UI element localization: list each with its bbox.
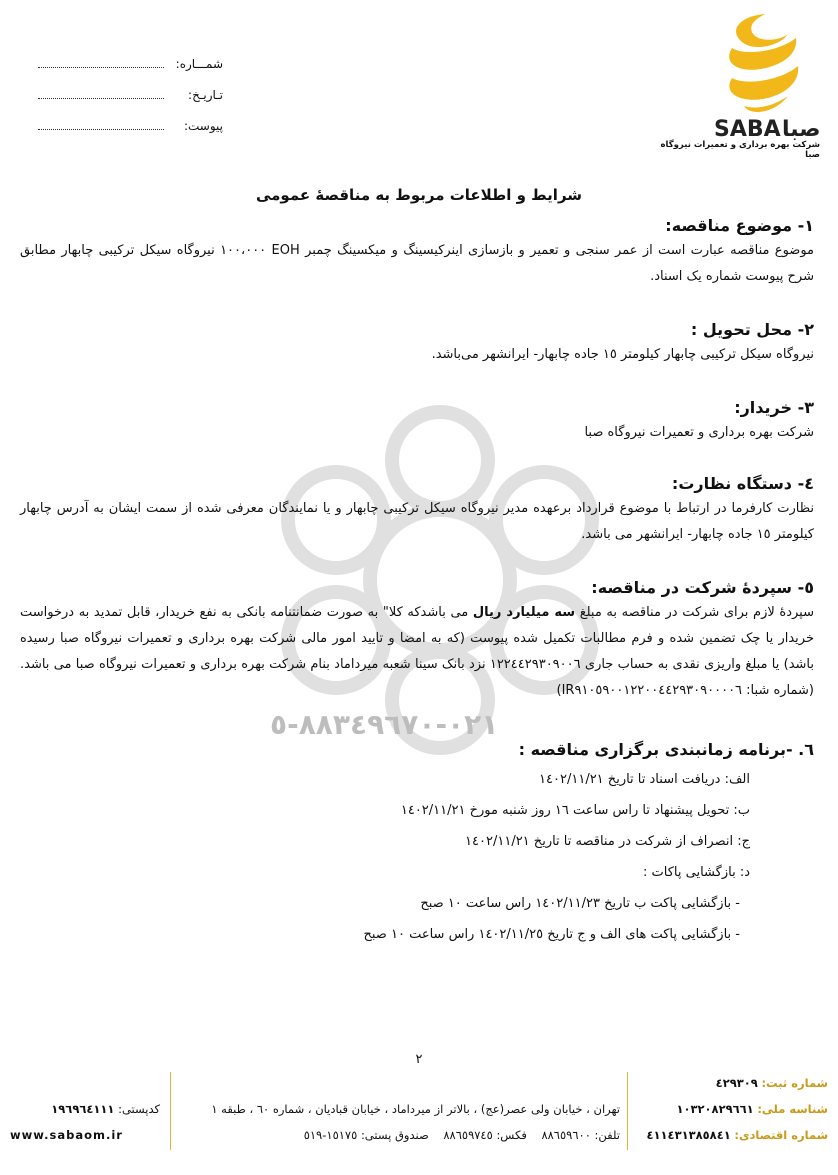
logo-persian-text: صبا xyxy=(782,117,820,142)
fax-label: فکس: xyxy=(496,1128,527,1142)
section-buyer-heading: ٣- خریدار: xyxy=(734,398,814,417)
section-deposit-body xyxy=(20,600,814,704)
footer-contact xyxy=(304,1128,620,1142)
pobox-label: صندوق پستی: xyxy=(360,1128,429,1142)
reg-label: شماره ثبت: xyxy=(761,1076,828,1090)
fax-value: ٨٨٦٥٩٧٤٥ xyxy=(443,1128,493,1142)
section-buyer-body: شرکت بهره برداری و تعمیرات نیروگاه صبا xyxy=(584,425,814,440)
phone-label: تلفن: xyxy=(594,1128,620,1142)
economic-label: شماره اقتصادی: xyxy=(734,1128,828,1142)
postal-label: کدپستی: xyxy=(118,1102,160,1116)
footer-registration xyxy=(716,1076,828,1090)
footer-divider xyxy=(170,1072,171,1150)
document-title: شرایط و اطلاعات مربوط به مناقصهٔ عمومی xyxy=(255,186,583,204)
deposit-amount: سه میلیارد ریال xyxy=(472,605,576,620)
page-number: ٢ xyxy=(415,1052,423,1067)
footer-postal-code xyxy=(10,1102,160,1116)
date-dotted-line xyxy=(38,98,164,99)
number-field xyxy=(38,57,223,75)
logo-subtitle: شرکت بهره برداری و تعمیرات نیروگاه صبا xyxy=(660,140,820,160)
national-label: شناسه ملی: xyxy=(757,1102,828,1116)
deposit-text-before: سپردهٔ لازم برای شرکت در مناقصه به مبلغ xyxy=(575,605,814,620)
footer-divider xyxy=(627,1072,628,1150)
section-deposit-heading: ٥- سپردهٔ شرکت در مناقصه: xyxy=(591,578,814,597)
schedule-item: د: بازگشایی پاکات : xyxy=(643,865,750,880)
deposit-text-after: می باشدکه کلا" به صورت ضمانتنامه بانکی به نفع خریدار، قابل تمدید به درخواست خریدار یا چک تضمین شده و فرم مطالبات تکمیل شده پیوست (که به امضا و تایید امور مالی شرکت بهره برداری و تعمیرات نیروگاه صبا رسیده باشد) یا مبلغ واریزی نقدی به حساب جاری ١٢٢٤٤٢٩٣٠٩٠٠٦ نزد بانک سینا شعبه میرداماد بنام شرکت بهره برداری و تعمیرات نیروگاه صبا می باشد. (شماره شبا: IR٩١٠٥٩٠٠١٢٢٠٠٤٤٢٩٣٠٩٠٠٠٠٦) xyxy=(20,605,814,698)
schedule-subitem: - بازگشایی پاکت ب تاریخ ١٤٠٢/١١/٢٣ راس ساعت ١٠ صبح xyxy=(420,896,740,911)
footer-address: تهران ، خیابان ولی عصر(عج) ، بالاتر از میرداماد ، خیابان قبادیان ، شماره ٦٠ ، طبقه ١ xyxy=(211,1102,620,1116)
section-supervision-heading: ٤- دستگاه نظارت: xyxy=(671,474,814,493)
section-subject xyxy=(20,214,814,290)
section-subject-body: موضوع مناقصه عبارت است از عمر سنجی و تعمیر و بازسازی اینرکیسینگ و میکسینگ چمبر EOH ١٠٠،٠٠٠ نیروگاه سیکل ترکیبی چابهار مطابق شرح پیوست شماره یک اسناد. xyxy=(20,243,814,284)
saba-logo xyxy=(670,8,820,158)
footer-national-id xyxy=(676,1102,828,1116)
section-deposit xyxy=(20,576,814,704)
attachment-dotted-line xyxy=(38,129,164,130)
attachment-field xyxy=(38,119,223,137)
schedule-item: ب: تحویل پیشنهاد تا راس ساعت ١٦ روز شنبه مورخ ١٤٠٢/١١/٢١ xyxy=(400,803,750,818)
section-schedule-heading: ٦. -برنامه زمانبندی برگزاری مناقصه : xyxy=(518,740,814,759)
postal-value: ١٩٦٩٦٤١١١ xyxy=(51,1102,115,1116)
logo-latin-text: SABA xyxy=(714,117,781,142)
saba-logo-icon xyxy=(670,8,820,158)
national-value: ١٠٣٢٠٨٢٩٦٦١ xyxy=(676,1102,754,1116)
date-label: تـاریـخ: xyxy=(188,88,223,102)
footer-website[interactable]: www.sabaom.ir xyxy=(10,1128,123,1142)
phone-value: ٨٨٦٥٩٦٠٠ xyxy=(541,1128,591,1142)
economic-value: ٤١١٤٣١٣٨٥٨٤١ xyxy=(646,1128,731,1142)
footer xyxy=(0,1070,838,1155)
section-schedule xyxy=(20,738,814,762)
section-subject-heading: ١- موضوع مناقصه: xyxy=(665,216,814,235)
section-supervision xyxy=(20,472,814,548)
attachment-label: پیوست: xyxy=(183,119,223,133)
section-delivery-body: نیروگاه سیکل ترکیبی چابهار کیلومتر ١٥ جاده چابهار- ایرانشهر می‌باشد. xyxy=(431,347,814,362)
section-buyer xyxy=(20,396,814,446)
section-delivery-heading: ٢- محل تحویل : xyxy=(690,320,814,339)
schedule-item: ج: انصراف از شرکت در مناقصه تا تاریخ ١٤٠٢/١١/٢١ xyxy=(465,834,750,849)
number-dotted-line xyxy=(38,67,164,68)
pobox-value: ١٥١٧٥-٥١٩ xyxy=(303,1128,358,1142)
schedule-item: الف: دریافت اسناد تا تاریخ ١٤٠٢/١١/٢١ xyxy=(539,772,750,787)
watermark-phone: ٠٢١-٨٨٣٤٩٦٧٠-٥ xyxy=(270,708,499,741)
section-supervision-body: نظارت کارفرما در ارتباط با موضوع قرارداد برعهده مدیر نیروگاه سیکل ترکیبی چابهار و یا نمایندگان معرفی شده از سمت ایشان به آدرس چابهار کیلومتر ١٥ جاده چابهار- ایرانشهر می باشد. xyxy=(20,501,814,542)
footer-economic-id xyxy=(647,1128,829,1142)
schedule-list xyxy=(20,764,808,950)
schedule-subitem: - بازگشایی پاکت های الف و ج تاریخ ١٤٠٢/١١/٢٥ راس ساعت ١٠ صبح xyxy=(363,927,740,942)
date-field xyxy=(38,88,223,106)
reg-value: ٤٢٩٣٠٩ xyxy=(715,1076,758,1090)
number-label: شمـــاره: xyxy=(175,57,223,71)
section-delivery xyxy=(20,318,814,368)
